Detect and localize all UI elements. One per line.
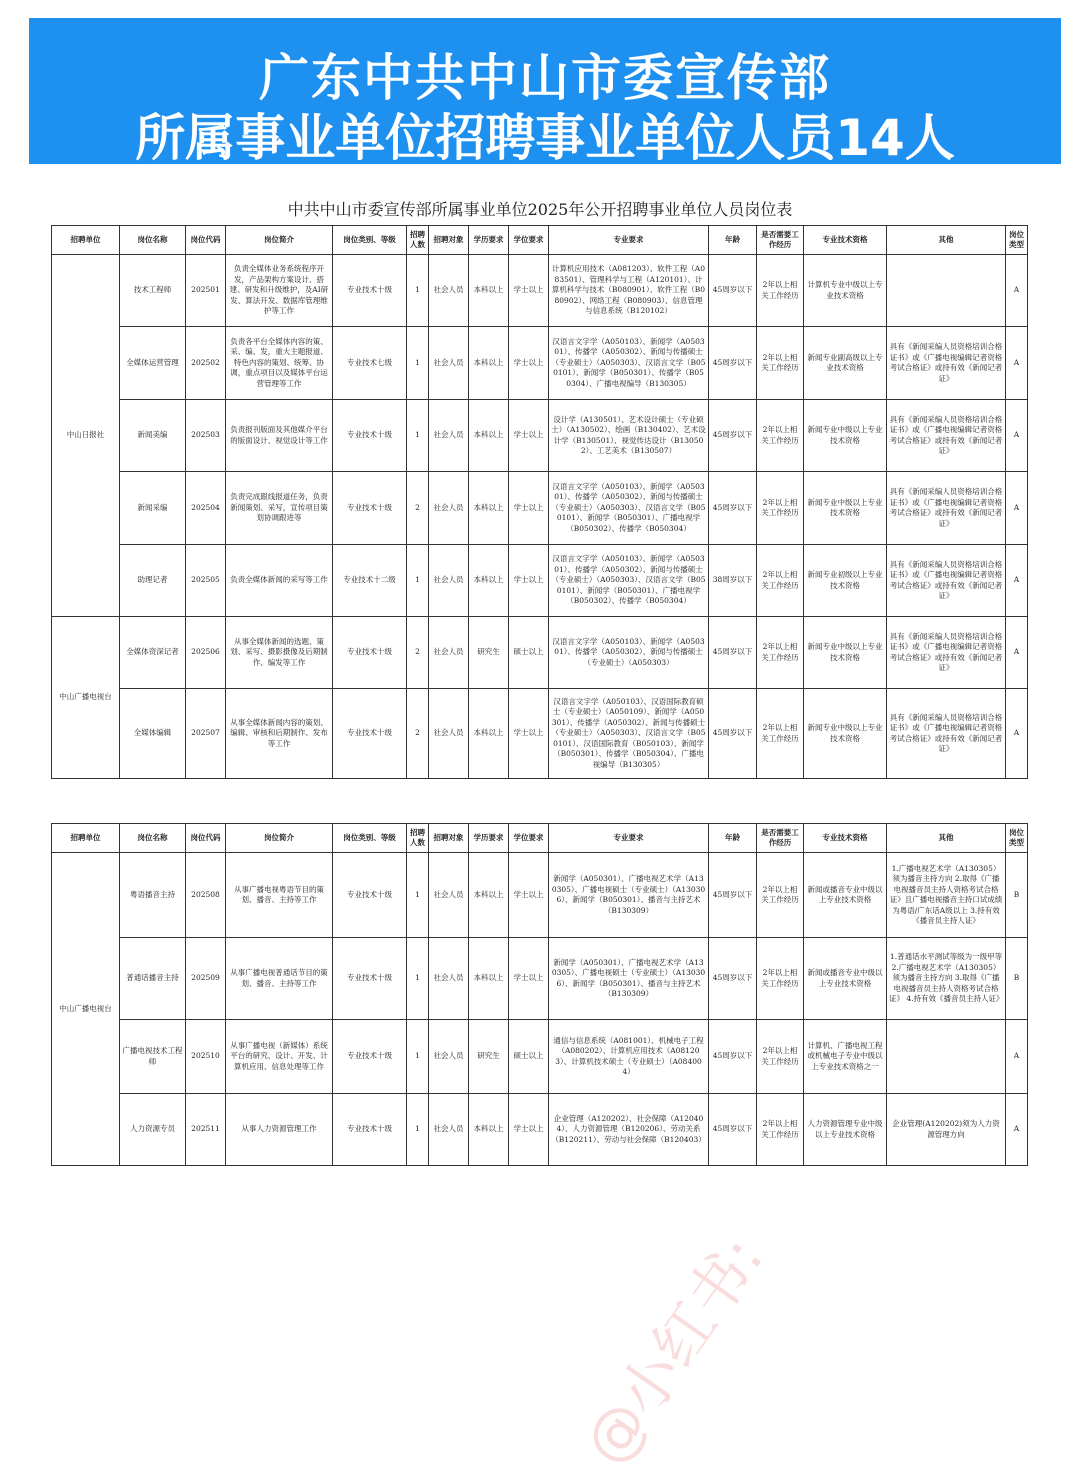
- position-name: 人力资源专员: [120, 1094, 186, 1166]
- banner-title-line2: 所属事业单位招聘事业单位人员14人: [135, 109, 955, 167]
- other-requirements: 具有《新闻采编人员资格培训合格证书》或《广播电视编辑记者资格考试合格证》或持有效《新闻记者证》: [887, 545, 1006, 617]
- work-experience: 2年以上相关工作经历: [757, 938, 804, 1020]
- education: 本科以上: [469, 1094, 509, 1166]
- hire-target: 社会人员: [429, 938, 469, 1020]
- position-type: A: [1006, 255, 1028, 327]
- degree: 学士以上: [509, 1094, 549, 1166]
- work-experience: 2年以上相关工作经历: [757, 617, 804, 689]
- hire-count: 1: [407, 255, 429, 327]
- hire-target: 社会人员: [429, 1094, 469, 1166]
- column-header: 年龄: [709, 226, 757, 255]
- position-desc: 负责报刊版面及其他媒介平台的版面设计、视觉设计等工作: [226, 400, 333, 472]
- column-header: 招聘对象: [429, 824, 469, 853]
- position-name: 全媒体运营管理: [120, 327, 186, 400]
- table-row: [52, 400, 1028, 472]
- degree: 学士以上: [509, 853, 549, 938]
- column-header: 岗位名称: [120, 226, 186, 255]
- position-type: A: [1006, 400, 1028, 472]
- column-header: 其他: [887, 226, 1006, 255]
- age-limit: 45周岁以下: [709, 472, 757, 545]
- column-header: 岗位简介: [226, 824, 333, 853]
- hire-count: 1: [407, 853, 429, 938]
- work-experience: 2年以上相关工作经历: [757, 327, 804, 400]
- positions-table-1: [51, 225, 1028, 779]
- position-grade: 专业技术十级: [333, 853, 407, 938]
- banner-title-line1: 广东中共中山市委宣传部: [259, 49, 831, 107]
- major-requirement: 汉语言文字学（A050103）、汉语国际教育硕士（专业硕士）（A050109）、新闻学（A050301）、传播学（A050302）、新闻与传播硕士（专业硕士）（A050303）、汉语言文学（B050101）、汉语国际教育（B050103）、新闻学（B050301）、传播学（B050304）、广播电视编导（B130305）: [549, 689, 709, 779]
- hire-target: 社会人员: [429, 617, 469, 689]
- column-header: 岗位类型: [1006, 824, 1028, 853]
- hire-target: 社会人员: [429, 545, 469, 617]
- hire-target: 社会人员: [429, 327, 469, 400]
- hire-count: 2: [407, 472, 429, 545]
- position-code: 202503: [186, 400, 226, 472]
- qualification: 人力资源管理专业中级以上专业技术资格: [804, 1094, 887, 1166]
- table-row: [52, 853, 1028, 938]
- column-header: 学历要求: [469, 824, 509, 853]
- column-header: 专业要求: [549, 824, 709, 853]
- position-code: 202502: [186, 327, 226, 400]
- other-requirements: 具有《新闻采编人员资格培训合格证书》或《广播电视编辑记者资格考试合格证》或持有效《新闻记者证》: [887, 689, 1006, 779]
- education: 研究生: [469, 1020, 509, 1094]
- other-requirements: 企业管理(A120202)须为人力资源管理方向: [887, 1094, 1006, 1166]
- column-header: 学历要求: [469, 226, 509, 255]
- position-name: 助理记者: [120, 545, 186, 617]
- other-requirements: 具有《新闻采编人员资格培训合格证书》或《广播电视编辑记者资格考试合格证》或持有效《新闻记者证》: [887, 617, 1006, 689]
- age-limit: 45周岁以下: [709, 617, 757, 689]
- hire-count: 1: [407, 545, 429, 617]
- work-experience: 2年以上相关工作经历: [757, 853, 804, 938]
- column-header: 岗位简介: [226, 226, 333, 255]
- position-code: 202509: [186, 938, 226, 1020]
- degree: 学士以上: [509, 938, 549, 1020]
- column-header: 是否需要工作经历: [757, 824, 804, 853]
- education: 本科以上: [469, 545, 509, 617]
- position-desc: 从事广播电视普通话节目的策划、播音、主持等工作: [226, 938, 333, 1020]
- position-grade: 专业技术十级: [333, 472, 407, 545]
- recruiting-unit: 中山广播电视台: [52, 617, 120, 779]
- hire-count: 1: [407, 1094, 429, 1166]
- table-row: [52, 327, 1028, 400]
- column-header: 岗位名称: [120, 824, 186, 853]
- column-header: 招聘单位: [52, 824, 120, 853]
- work-experience: 2年以上相关工作经历: [757, 1094, 804, 1166]
- qualification: 新闻专业中级以上专业技术资格: [804, 689, 887, 779]
- age-limit: 45周岁以下: [709, 1020, 757, 1094]
- position-desc: 从事全媒体新闻的选题、策划、采写、摄影摄像及后期制作、编发等工作: [226, 617, 333, 689]
- column-header: 招聘对象: [429, 226, 469, 255]
- table-row: [52, 255, 1028, 327]
- other-requirements: 具有《新闻采编人员资格培训合格证书》或《广播电视编辑记者资格考试合格证》或持有效《新闻记者证》: [887, 327, 1006, 400]
- degree: 学士以上: [509, 255, 549, 327]
- degree: 硕士以上: [509, 617, 549, 689]
- column-header: 是否需要工作经历: [757, 226, 804, 255]
- hire-target: 社会人员: [429, 689, 469, 779]
- position-name: 广播电视技术工程师: [120, 1020, 186, 1094]
- position-code: 202510: [186, 1020, 226, 1094]
- hire-count: 1: [407, 938, 429, 1020]
- position-desc: 负责完成跟线报道任务，负责新闻策划、采写，宣传项目策划协调跟进等: [226, 472, 333, 545]
- qualification: 新闻专业副高级以上专业技术资格: [804, 327, 887, 400]
- major-requirement: 新闻学（A050301）、广播电视艺术学（A130305）、广播电视硕士（专业硕士）（A130306）、新闻学（B050301）、播音与主持艺术（B130309）: [549, 938, 709, 1020]
- qualification: 新闻专业中级以上专业技术资格: [804, 472, 887, 545]
- position-desc: 负责各平台全媒体内容的策、采、编、发，重大主题报道、特色内容的策划、统筹、协调，重点项目以及媒体平台运营管理等工作: [226, 327, 333, 400]
- degree: 硕士以上: [509, 1020, 549, 1094]
- recruiting-unit: 中山日报社: [52, 255, 120, 617]
- hire-count: 2: [407, 689, 429, 779]
- major-requirement: 汉语言文字学（A050103）、新闻学（A050301）、传播学（A050302）、新闻与传播硕士（专业硕士）（A050303）、汉语言文学（B050101）、新闻学（B050301）、传播学（B050304）、广播电视编导（B130305）: [549, 327, 709, 400]
- column-header: 招聘人数: [407, 824, 429, 853]
- age-limit: 45周岁以下: [709, 938, 757, 1020]
- position-name: 技术工程师: [120, 255, 186, 327]
- position-desc: 负责全媒体业务系统程序开发，产品架构方案设计、搭建、研发和升级维护，及AI研发、算法开发、数据库管理维护等工作: [226, 255, 333, 327]
- other-requirements: 具有《新闻采编人员资格培训合格证书》或《广播电视编辑记者资格考试合格证》或持有效《新闻记者证》: [887, 400, 1006, 472]
- position-type: B: [1006, 938, 1028, 1020]
- position-code: 202507: [186, 689, 226, 779]
- position-code: 202501: [186, 255, 226, 327]
- table-row: [52, 938, 1028, 1020]
- position-name: 普通话播音主持: [120, 938, 186, 1020]
- column-header: 年龄: [709, 824, 757, 853]
- work-experience: 2年以上相关工作经历: [757, 545, 804, 617]
- column-header: 学位要求: [509, 824, 549, 853]
- major-requirement: 汉语言文字学（A050103）、新闻学（A050301）、传播学（A050302）、新闻与传播硕士（专业硕士）（A050303）、汉语言文学（B050101）、新闻学（B050301）、广播电视学（B050302）、传播学（B050304）: [549, 545, 709, 617]
- position-desc: 负责全媒体新闻的采写等工作: [226, 545, 333, 617]
- hire-count: 1: [407, 400, 429, 472]
- education: 本科以上: [469, 938, 509, 1020]
- position-code: 202506: [186, 617, 226, 689]
- column-header: 招聘人数: [407, 226, 429, 255]
- hire-target: 社会人员: [429, 255, 469, 327]
- education: 本科以上: [469, 689, 509, 779]
- position-grade: 专业技术十级: [333, 1020, 407, 1094]
- education: 本科以上: [469, 853, 509, 938]
- major-requirement: 通信与信息系统（A081001）、机械电子工程（A080202）、计算机应用技术（A081203）、计算机技术硕士（专业硕士）（A084004）: [549, 1020, 709, 1094]
- qualification: 新闻专业中级以上专业技术资格: [804, 617, 887, 689]
- work-experience: 2年以上相关工作经历: [757, 689, 804, 779]
- position-desc: 从事广播电视粤语节目的策划、播音、主持等工作: [226, 853, 333, 938]
- work-experience: 2年以上相关工作经历: [757, 400, 804, 472]
- position-grade: 专业技术十级: [333, 255, 407, 327]
- major-requirement: 新闻学（A050301）、广播电视艺术学（A130305）、广播电视硕士（专业硕士）（A130306）、新闻学（B050301）、播音与主持艺术（B130309）: [549, 853, 709, 938]
- table-row: [52, 689, 1028, 779]
- table-row: [52, 1020, 1028, 1094]
- positions-table-2: [51, 823, 1028, 1166]
- education: 本科以上: [469, 255, 509, 327]
- position-type: A: [1006, 617, 1028, 689]
- qualification: 新闻专业中级以上专业技术资格: [804, 400, 887, 472]
- age-limit: 45周岁以下: [709, 255, 757, 327]
- position-name: 全媒体资深记者: [120, 617, 186, 689]
- age-limit: 45周岁以下: [709, 689, 757, 779]
- major-requirement: 设计学（A130501）、艺术设计硕士（专业硕士）（A130502）、绘画（B130402）、艺术设计学（B130501）、视觉传达设计（B130502）、工艺美术（B130507）: [549, 400, 709, 472]
- position-code: 202504: [186, 472, 226, 545]
- position-type: A: [1006, 472, 1028, 545]
- degree: 学士以上: [509, 689, 549, 779]
- major-requirement: 计算机应用技术（A081203）、软件工程（A083501）、管理科学与工程（A120101）、计算机科学与技术（B080901）、软件工程（B080902）、网络工程（B080903）、信息管理与信息系统（B120102）: [549, 255, 709, 327]
- education: 研究生: [469, 617, 509, 689]
- age-limit: 45周岁以下: [709, 400, 757, 472]
- major-requirement: 汉语言文字学（A050103）、新闻学（A050301）、传播学（A050302）、新闻与传播硕士（专业硕士）（A050303）、汉语言文学（B050101）、新闻学（B050301）、广播电视学（B050302）、传播学（B050304）: [549, 472, 709, 545]
- degree: 学士以上: [509, 545, 549, 617]
- column-header: 岗位类别、等级: [333, 824, 407, 853]
- hire-count: 1: [407, 327, 429, 400]
- position-grade: 专业技术十级: [333, 689, 407, 779]
- education: 本科以上: [469, 472, 509, 545]
- column-header: 岗位类型: [1006, 226, 1028, 255]
- position-desc: 从事广播电视（新媒体）系统平台的研究、设计、开发、计算机应用、信息处理等工作: [226, 1020, 333, 1094]
- column-header: 专业技术资格: [804, 226, 887, 255]
- position-grade: 专业技术七级: [333, 327, 407, 400]
- position-type: A: [1006, 1020, 1028, 1094]
- qualification: 新闻或播音专业中级以上专业技术资格: [804, 938, 887, 1020]
- column-header: 专业要求: [549, 226, 709, 255]
- hire-target: 社会人员: [429, 400, 469, 472]
- work-experience: 2年以上相关工作经历: [757, 472, 804, 545]
- position-code: 202505: [186, 545, 226, 617]
- column-header: 其他: [887, 824, 1006, 853]
- column-header: 招聘单位: [52, 226, 120, 255]
- position-type: A: [1006, 327, 1028, 400]
- watermark-text: @小红书:: [570, 1224, 778, 1478]
- column-header: 岗位代码: [186, 824, 226, 853]
- degree: 学士以上: [509, 472, 549, 545]
- position-grade: 专业技术十二级: [333, 545, 407, 617]
- table-row: [52, 472, 1028, 545]
- qualification: 计算机、广播电视工程或机械电子专业中级以上专业技术资格之一: [804, 1020, 887, 1094]
- position-name: 全媒体编辑: [120, 689, 186, 779]
- education: 本科以上: [469, 327, 509, 400]
- table-row: [52, 617, 1028, 689]
- age-limit: 45周岁以下: [709, 1094, 757, 1166]
- position-grade: 专业技术十级: [333, 1094, 407, 1166]
- work-experience: 2年以上相关工作经历: [757, 255, 804, 327]
- major-requirement: 企业管理（A120202）、社会保障（A120404）、人力资源管理（B120206）、劳动关系（B120211）、劳动与社会保障（B120403）: [549, 1094, 709, 1166]
- degree: 学士以上: [509, 400, 549, 472]
- hire-count: 2: [407, 617, 429, 689]
- position-type: A: [1006, 545, 1028, 617]
- position-grade: 专业技术十级: [333, 400, 407, 472]
- position-name: 新闻采编: [120, 472, 186, 545]
- recruiting-unit: 中山广播电视台: [52, 853, 120, 1166]
- table-row: [52, 545, 1028, 617]
- qualification: 新闻专业初级以上专业技术资格: [804, 545, 887, 617]
- qualification: 计算机专业中级以上专业技术资格: [804, 255, 887, 327]
- position-name: 新闻美编: [120, 400, 186, 472]
- title-banner: [29, 18, 1061, 167]
- hire-target: 社会人员: [429, 472, 469, 545]
- hire-target: 社会人员: [429, 853, 469, 938]
- other-requirements: 具有《新闻采编人员资格培训合格证书》或《广播电视编辑记者资格考试合格证》或持有效《新闻记者证》: [887, 472, 1006, 545]
- other-requirements: 1.普通话水平测试等级为一级甲等 2.广播电视艺术学（A130305）须为播音主持方向 3.取得《广播电视播音员主持人资格考试合格证》 4.持有效《播音员主持人证》: [887, 938, 1006, 1020]
- degree: 学士以上: [509, 327, 549, 400]
- position-type: A: [1006, 1094, 1028, 1166]
- column-header: 岗位类别、等级: [333, 226, 407, 255]
- major-requirement: 汉语言文字学（A050103）、新闻学（A050301）、传播学（A050302）、新闻与传播硕士（专业硕士）（A050303）: [549, 617, 709, 689]
- position-desc: 从事人力资源管理工作: [226, 1094, 333, 1166]
- qualification: 新闻或播音专业中级以上专业技术资格: [804, 853, 887, 938]
- position-grade: 专业技术十级: [333, 938, 407, 1020]
- age-limit: 38周岁以下: [709, 545, 757, 617]
- table-title: 中共中山市委宣传部所属事业单位2025年公开招聘事业单位人员岗位表: [287, 200, 793, 219]
- age-limit: 45周岁以下: [709, 327, 757, 400]
- position-grade: 专业技术十级: [333, 617, 407, 689]
- age-limit: 45周岁以下: [709, 853, 757, 938]
- column-header: 岗位代码: [186, 226, 226, 255]
- position-type: A: [1006, 689, 1028, 779]
- position-desc: 从事全媒体新闻内容的策划、编辑、审核和后期制作、发布等工作: [226, 689, 333, 779]
- hire-target: 社会人员: [429, 1020, 469, 1094]
- other-requirements: 1.广播电视艺术学（A130305）须为播音主持方向 2.取得《广播电视播音员主持人资格考试合格证》且广播电视播音主持口试成绩为粤语/广东话A级以上 3.持有效《播音员主持人证》: [887, 853, 1006, 938]
- position-name: 粤语播音主持: [120, 853, 186, 938]
- other-requirements: [887, 255, 1006, 327]
- position-code: 202508: [186, 853, 226, 938]
- hire-count: 1: [407, 1020, 429, 1094]
- column-header: 专业技术资格: [804, 824, 887, 853]
- work-experience: 2年以上相关工作经历: [757, 1020, 804, 1094]
- position-code: 202511: [186, 1094, 226, 1166]
- other-requirements: [887, 1020, 1006, 1094]
- education: 本科以上: [469, 400, 509, 472]
- position-type: B: [1006, 853, 1028, 938]
- column-header: 学位要求: [509, 226, 549, 255]
- table-row: [52, 1094, 1028, 1166]
